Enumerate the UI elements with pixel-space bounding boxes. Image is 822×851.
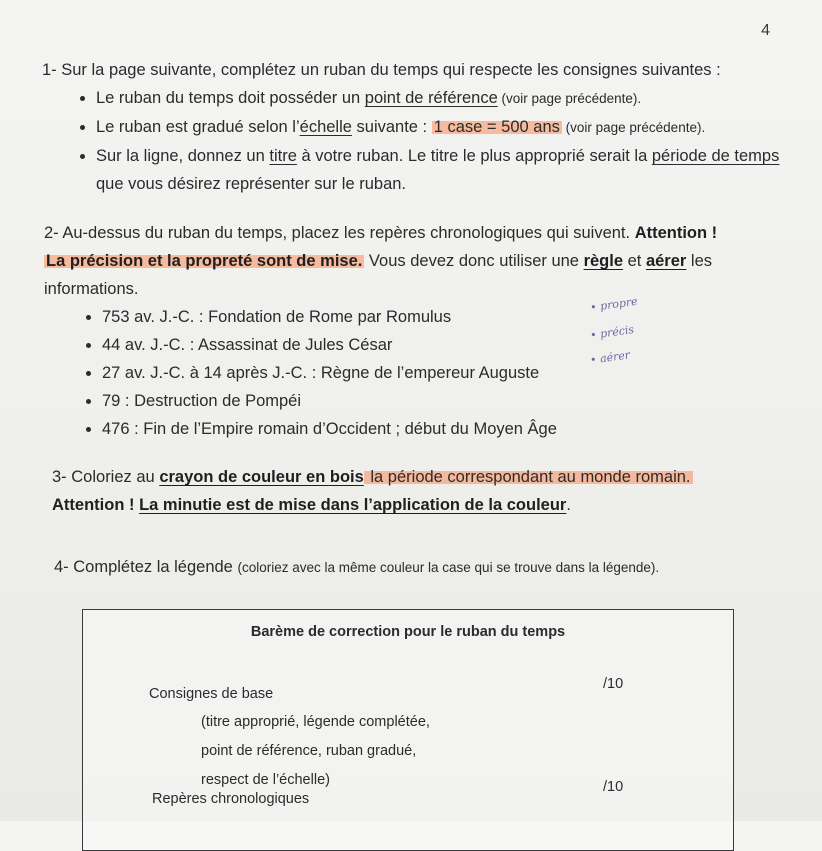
page-number: 4 xyxy=(761,22,770,39)
events-list xyxy=(44,303,784,443)
list-item: • 753 av. J.-C. : Fondation de Rome par Romulus xyxy=(102,303,784,331)
question-3: 3- Coloriez au crayon de couleur en bois la période correspondant au monde romain. Attention ! La minutie est de mise dans l’application de la couleur. xyxy=(52,468,691,514)
criterion-label: Repères chronologiques xyxy=(152,791,310,807)
question-2-intro: 2- Au-dessus du ruban du temps, placez les repères chronologiques qui suivent. Attention ! La précision et la propreté sont de mise. Vous devez donc utiliser une règle et aérer les informations. xyxy=(44,224,718,298)
handwritten-note: • précis xyxy=(589,322,635,343)
grading-title: Barème de correction pour le ruban du temps xyxy=(250,624,566,640)
question-1-text: 1- Sur la page suivante, complétez un ruban du temps qui respecte les consignes suivantes : xyxy=(42,61,721,79)
highlighted-instruction: La précision et la propreté sont de mise. xyxy=(46,252,363,270)
score-field: /10 xyxy=(603,676,624,692)
criterion-detail: (titre approprié, légende complétée, point de référence, ruban gradué, respect de l’échelle) xyxy=(201,714,430,788)
list-item: • 79 : Destruction de Pompéi xyxy=(102,387,784,415)
question-2 xyxy=(44,219,784,443)
list-item: • Le ruban du temps doit posséder un point de référence (voir page précédente). xyxy=(96,84,782,113)
highlighted-scale: 1 case = 500 ans xyxy=(433,118,560,136)
list-item: • Le ruban est gradué selon l’échelle suivante : 1 case = 500 ans (voir page précédente). xyxy=(96,113,782,142)
list-item: • 44 av. J.-C. : Assassinat de Jules César xyxy=(102,331,784,359)
list-item: • 476 : Fin de l’Empire romain d’Occident ; début du Moyen Âge xyxy=(102,415,784,443)
list-item: • Sur la ligne, donnez un titre à votre ruban. Le titre le plus approprié serait la période de temps que vous désirez représenter sur le ruban. xyxy=(96,142,782,198)
question-1 xyxy=(42,56,782,198)
question-1-bullets xyxy=(42,84,782,198)
handwritten-note: • propre xyxy=(589,294,639,315)
attention-label: Attention ! xyxy=(634,224,718,242)
handwritten-note: • aérer xyxy=(589,348,631,367)
list-item: • 27 av. J.-C. à 14 après J.-C. : Règne de l’empereur Auguste xyxy=(102,359,784,387)
criterion-label: Consignes de base xyxy=(149,686,274,702)
score-field: /10 xyxy=(603,779,624,795)
grading-table xyxy=(82,609,734,851)
highlighted-instruction: la période correspondant au monde romain. xyxy=(365,468,691,486)
question-4: 4- Complétez la légende (coloriez avec la même couleur la case qui se trouve dans la légende). xyxy=(54,558,660,576)
